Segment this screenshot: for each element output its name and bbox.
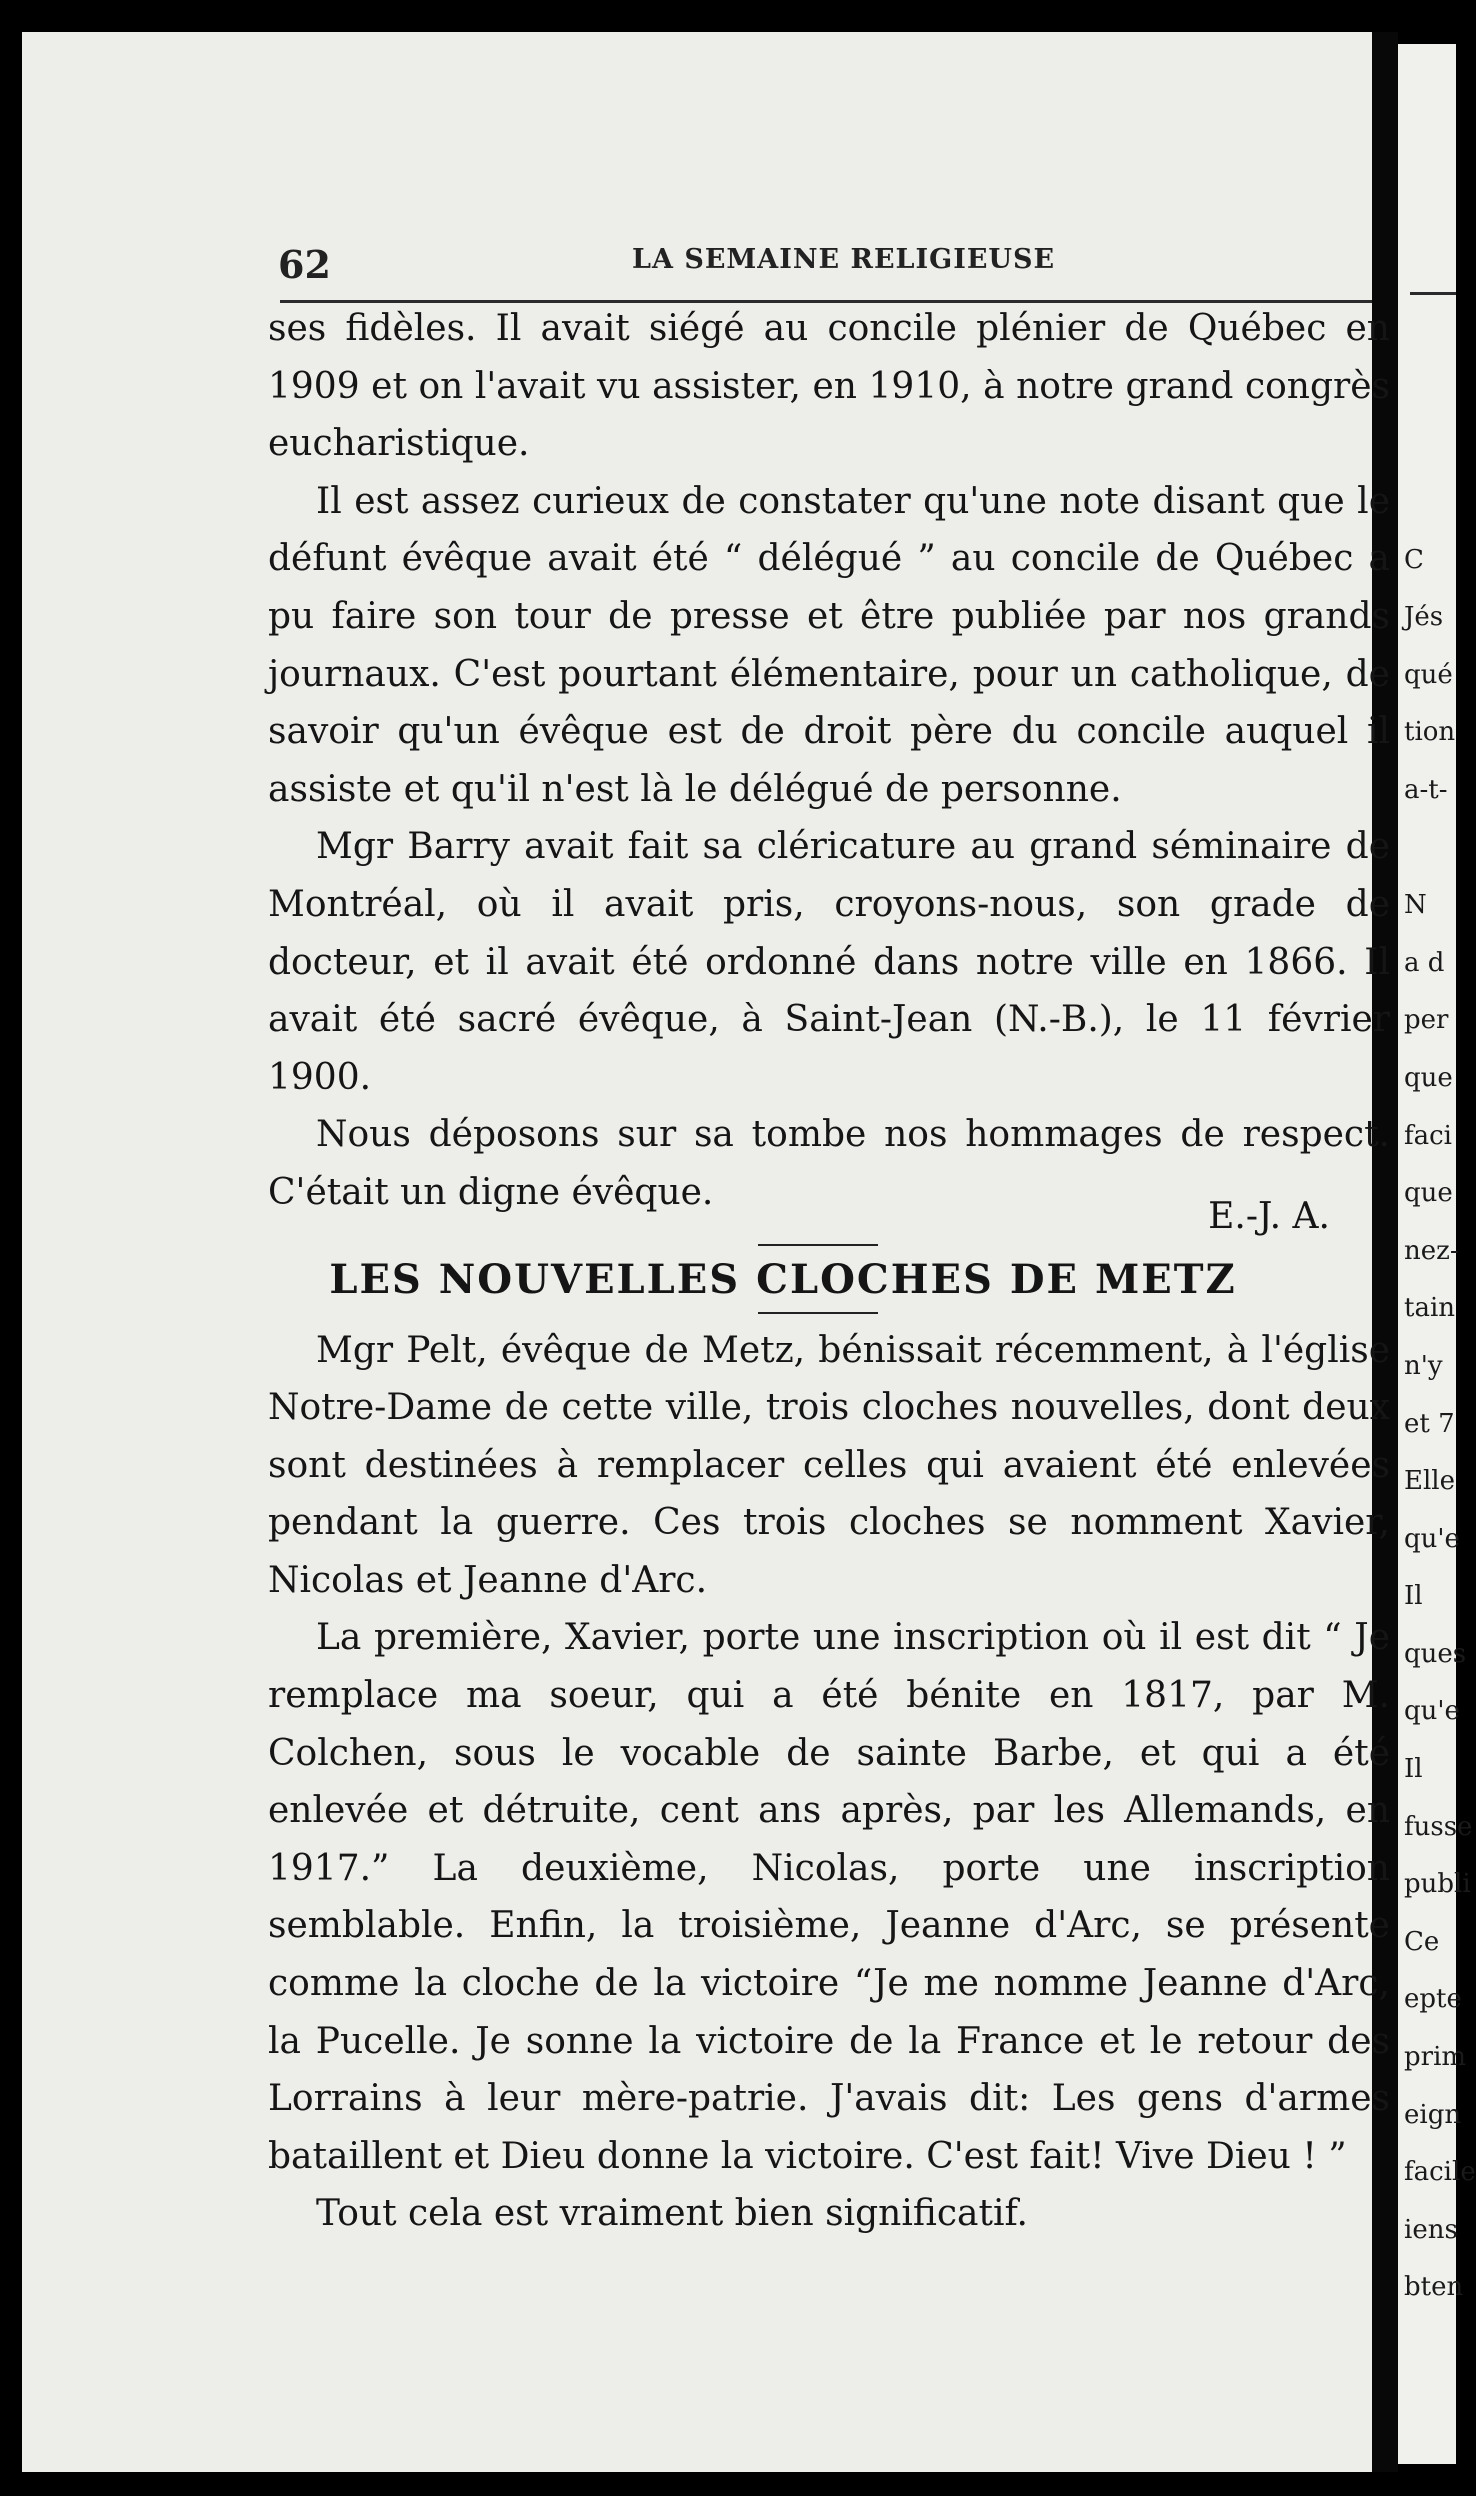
title-rule-top xyxy=(758,1244,878,1246)
title-rule-bottom xyxy=(758,1312,878,1314)
article2-paragraph-1: Mgr Pelt, évêque de Metz, bénissait récemment, à l'église Notre-Dame de cette ville, trois cloches nouvelles, dont deux sont destinées à remplacer celles qui avaient été enlevées pendant la guerre. Ces trois cloches se nomment Xavier, Nicolas et Jeanne d'Arc. xyxy=(268,1329,1390,1601)
adjacent-page-edge xyxy=(1398,44,1476,2464)
section-title: LES NOUVELLES CLOCHES DE METZ xyxy=(329,1255,1237,1303)
article1-paragraph-2: Il est assez curieux de constater qu'une note disant que le défunt évêque avait été “ délégué ” au concile de Québec a pu faire son tour de presse et être publiée par nos grands journaux. C'est pourtant élémentaire, pour un catholique, de savoir qu'un évêque est de droit père du concile auquel il assiste et qu'il n'est là le délégué de personne. xyxy=(268,480,1390,810)
article1-paragraph-1: ses fidèles. Il avait siégé au concile plénier de Québec en 1909 et on l'avait vu assister, en 1910, à notre grand congrès eucharistique. xyxy=(268,308,1390,465)
adjacent-page-fragments: C Jés qué tion a-t- N a d per que faci que nez- tain n'y et 7 Elle qu'e Il ques qu'e Il fusse publi Ce epte prim eign facile iens bten xyxy=(1404,544,1476,2303)
running-head: LA SEMAINE RELIGIEUSE xyxy=(632,244,1056,275)
adjacent-page-header-rule xyxy=(1410,292,1456,295)
page-number: 62 xyxy=(278,242,331,287)
article1-paragraph-3: Mgr Barry avait fait sa cléricature au grand séminaire de Montréal, où il avait pris, croyons-nous, son grade de docteur, et il avait été ordonné dans notre ville en 1866. Il avait été sacré évêque, à Saint-Jean (N.-B.), le 11 février 1900. xyxy=(268,826,1390,1098)
article2-paragraph-2: La première, Xavier, porte une inscription où il est dit “ Je remplace ma soeur, qui a été bénite en 1817, par M. Colchen, sous le vocable de sainte Barbe, et qui a été enlevée et détruite, cent ans après, par les Allemands, en 1917.” La deuxième, Nicolas, porte une inscription semblable. Enfin, la troisième, Jeanne d'Arc, se présente comme la cloche de la victoire “Je me nomme Jeanne d'Arc, la Pucelle. Je sonne la victoire de la France et le retour des Lorrains à leur mère-patrie. J'avais dit: Les gens d'armes bataillent et Dieu donne la victoire. C'est fait! Vive Dieu ! ” xyxy=(268,1617,1390,2177)
article2-paragraph-3: Tout cela est vraiment bien significatif. xyxy=(316,2193,1028,2235)
article-body xyxy=(268,300,1390,2243)
author-signature: E.-J. A. xyxy=(1208,1195,1330,1237)
article1-paragraph-4: Nous déposons sur sa tombe nos hommages de respect. C'était un digne évêque. xyxy=(268,1114,1390,1213)
